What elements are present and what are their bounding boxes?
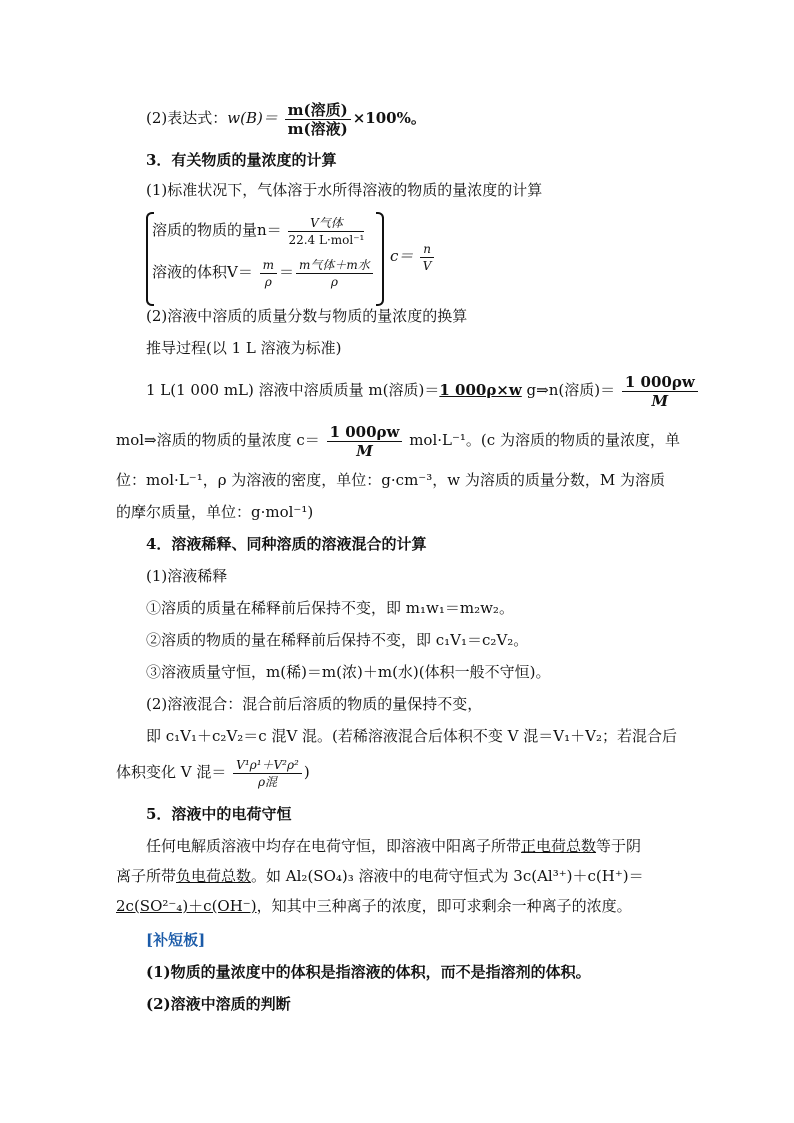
volume-f1-num: m bbox=[260, 258, 277, 274]
moles-denominator: 22.4 L·mol⁻¹ bbox=[288, 232, 365, 247]
mixing-3-b: ) bbox=[303, 763, 310, 781]
supplement-1: (1)物质的量浓度中的体积是指溶液的体积，而不是指溶剂的体积。 bbox=[146, 963, 591, 981]
charge-p1-underline: 正电荷总数 bbox=[521, 837, 597, 855]
supplement-tag: [补短板] bbox=[146, 931, 206, 949]
concentration-label: c＝ bbox=[390, 247, 414, 265]
charge-p3 bbox=[116, 896, 632, 916]
moles-formula bbox=[152, 212, 366, 248]
dilution-rule-3: ③溶液质量守恒，m(稀)＝m(浓)＋m(水)(体积一般不守恒)。 bbox=[146, 663, 551, 681]
mixing-num: V¹ρ¹＋V²ρ² bbox=[233, 758, 302, 774]
moles-numerator: V气体 bbox=[288, 216, 364, 232]
concentration-num: n bbox=[420, 242, 434, 258]
derivation-1-den: M bbox=[651, 391, 669, 410]
derivation-2-num: 1 000ρw bbox=[327, 424, 403, 442]
charge-p2 bbox=[116, 866, 644, 886]
section-3-p2: (2)溶液中溶质的质量分数与物质的量浓度的换算 bbox=[146, 307, 468, 325]
section-5-title: 5．溶液中的电荷守恒 bbox=[146, 805, 292, 823]
moles-label: 溶质的物质的量n＝ bbox=[152, 221, 282, 239]
charge-p2-b: 。如 Al₂(SO₄)₃ 溶液中的电荷守恒式为 3c(Al³⁺)＋c(H⁺)＝ bbox=[251, 867, 644, 885]
dilution-rule-2: ②溶质的物质的量在稀释前后保持不变，即 c₁V₁＝c₂V₂。 bbox=[146, 631, 529, 649]
concentration-fraction bbox=[420, 242, 434, 273]
section-4-title: 4．溶液稀释、同种溶质的溶液混合的计算 bbox=[146, 535, 427, 553]
charge-p2-a: 离子所带 bbox=[116, 867, 177, 885]
volume-label: 溶液的体积V＝ bbox=[152, 263, 253, 281]
expr-fraction bbox=[285, 102, 351, 137]
charge-p3-underline: 2c(SO²⁻₄)＋c(OH⁻) bbox=[116, 897, 257, 915]
dilution-rule-1: ①溶质的质量在稀释前后保持不变，即 m₁w₁＝m₂w₂。 bbox=[146, 599, 514, 617]
derivation-1-underline: 1 000ρ×w bbox=[439, 381, 522, 399]
derivation-2-b: mol·L⁻¹。(c 为溶质的物质的量浓度，单 bbox=[404, 431, 680, 449]
derivation-line-4: 的摩尔质量，单位：g·mol⁻¹) bbox=[116, 503, 314, 521]
mixing-line-3 bbox=[116, 752, 310, 792]
charge-p3-b: ，知其中三种离子的浓度，即可求剩余一种离子的浓度。 bbox=[256, 897, 632, 915]
volume-fraction-2 bbox=[296, 258, 373, 289]
derivation-1-a: 1 L(1 000 mL) 溶液中溶质质量 m(溶质)＝ bbox=[146, 381, 440, 399]
mixing-3-a: 体积变化 V 混＝ bbox=[116, 763, 227, 781]
supplement-2: (2)溶液中溶质的判断 bbox=[146, 995, 291, 1013]
section-3-p1: (1)标准状况下，气体溶于水所得溶液的物质的量浓度的计算 bbox=[146, 181, 543, 199]
mixing-fraction bbox=[233, 758, 302, 789]
expr-tail: ×100%。 bbox=[352, 109, 426, 127]
moles-fraction bbox=[288, 216, 364, 247]
charge-p1-a: 任何电解质溶液中均存在电荷守恒，即溶液中阳离子所带 bbox=[146, 837, 522, 855]
mixing-line-2: 即 c₁V₁＋c₂V₂＝c 混V 混。(若稀溶液混合后体积不变 V 混＝V₁＋V₂；若混合后 bbox=[146, 727, 677, 745]
concentration-formula bbox=[390, 238, 436, 274]
derivation-2-den: M bbox=[356, 441, 373, 460]
volume-f2-den: ρ bbox=[330, 274, 338, 289]
charge-p2-underline: 负电荷总数 bbox=[176, 867, 252, 885]
expr-numerator: m(溶质) bbox=[285, 102, 351, 120]
volume-fraction-1 bbox=[260, 258, 277, 289]
mixing-den: ρ混 bbox=[257, 774, 278, 789]
derivation-1-fraction bbox=[622, 374, 698, 409]
charge-p1 bbox=[146, 836, 641, 856]
section-3-p3: 推导过程(以 1 L 溶液为标准) bbox=[146, 339, 342, 357]
section-3-title: 3．有关物质的量浓度的计算 bbox=[146, 151, 337, 169]
derivation-line-2 bbox=[116, 420, 680, 460]
derivation-line-1 bbox=[146, 370, 700, 410]
concentration-den: V bbox=[422, 258, 432, 273]
mass-fraction-expression bbox=[146, 100, 426, 137]
expr-denominator: m(溶液) bbox=[287, 119, 348, 138]
derivation-line-3: 位：mol·L⁻¹，ρ 为溶液的密度，单位：g·cm⁻³，w 为溶质的质量分数，M 为溶质 bbox=[116, 471, 665, 489]
mixing-heading: (2)溶液混合：混合前后溶质的物质的量保持不变， bbox=[146, 695, 483, 713]
dilution-heading: (1)溶液稀释 bbox=[146, 567, 228, 585]
volume-equals: ＝ bbox=[279, 263, 295, 281]
derivation-1-num: 1 000ρw bbox=[622, 374, 698, 392]
expr-label: (2)表达式： bbox=[146, 109, 228, 127]
charge-p1-b: 等于阴 bbox=[596, 837, 642, 855]
volume-f2-num: m气体＋m水 bbox=[296, 258, 373, 274]
derivation-1-b: g⇒n(溶质)＝ bbox=[521, 381, 616, 399]
right-brace bbox=[376, 212, 384, 306]
volume-f1-den: ρ bbox=[264, 274, 272, 289]
volume-formula bbox=[152, 254, 375, 290]
derivation-2-fraction bbox=[327, 424, 403, 459]
expr-lhs: w(B)＝ bbox=[227, 109, 278, 127]
derivation-2-a: mol⇒溶质的物质的量浓度 c＝ bbox=[116, 431, 320, 449]
